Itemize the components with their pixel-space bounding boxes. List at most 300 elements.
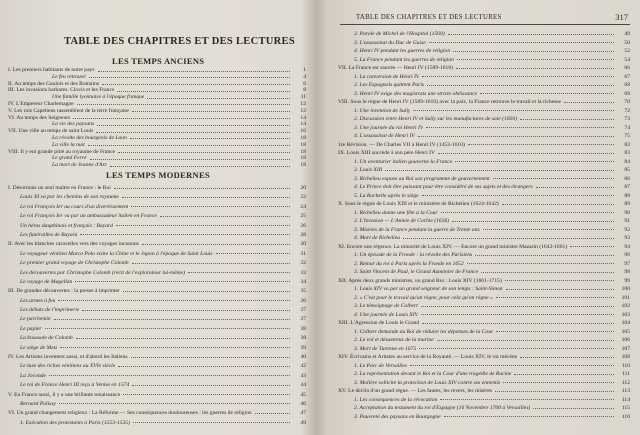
toc-entry-page: 42 (300, 363, 306, 370)
toc-sub-entry (326, 260, 636, 269)
dot-leader (503, 379, 614, 384)
toc-entry-page: 18 (300, 141, 306, 148)
dot-leader (110, 162, 290, 167)
toc-sub-entry (326, 336, 636, 345)
dot-leader (131, 353, 290, 358)
dot-leader (76, 334, 290, 339)
toc-entry-title: 1. Un épisode de la Fronde : la révolte des Parisiens (354, 252, 473, 258)
dot-leader (452, 217, 614, 222)
toc-chapter-entry (4, 287, 312, 296)
toc-entry-page: 67 (624, 73, 630, 80)
dot-leader (453, 47, 614, 52)
toc-entry-title: 3. Mort de Turenne en 1675 (354, 345, 417, 352)
dot-leader (413, 107, 614, 112)
header-rule (340, 24, 630, 25)
toc-entry-page: 96 (624, 252, 630, 258)
dot-leader (502, 200, 614, 205)
toc-entry-page: 35 (300, 288, 306, 295)
toc-entry-page: 100 (621, 286, 630, 292)
dot-leader (73, 115, 290, 120)
toc-entry-title: III. Les invasions barbares. Clovis et les Francs (8, 87, 115, 94)
toc-entry-title: La boussole de Colomb (20, 335, 73, 342)
toc-sub-entry (326, 47, 636, 56)
toc-sub-entry (4, 94, 312, 101)
toc-entry-title: Les découvertes par Christophe Colomb (récit de l'explorateur lui-même) (20, 269, 185, 276)
dot-leader (429, 39, 614, 44)
toc-chapter-entry (326, 200, 636, 209)
dot-leader (421, 311, 614, 316)
toc-sub-entry (326, 115, 636, 124)
toc-sub-entry (326, 311, 636, 320)
dot-leader (520, 115, 614, 120)
toc-entry-title: 3. Henri IV exige des magistrats une stricte obéissance (354, 90, 478, 97)
toc-chapter-entry (4, 101, 312, 108)
toc-entry-page: 115 (621, 405, 630, 411)
toc-entry-page: 18 (300, 134, 306, 141)
toc-entry-title: 4. L'assassinat de Henri IV (354, 133, 415, 139)
toc-entry-page: 18 (300, 162, 306, 169)
dot-leader (496, 294, 614, 299)
toc-entry-title: VII. La France est sauvée — Henri IV (1589-1610) (338, 65, 453, 71)
toc-sub-entry (326, 183, 636, 192)
toc-entry-title: 1. Un aventurier italien gouverne la France (354, 158, 453, 165)
dot-leader (49, 372, 290, 377)
toc-chapter-entry (4, 149, 312, 156)
toc-chapter-entry (4, 67, 312, 74)
toc-sub-entry (4, 193, 312, 202)
toc-entry-page: 25 (300, 213, 306, 220)
toc-entry-title: 4. Henri IV pendant les guerres de religion (354, 48, 451, 54)
toc-chapter-entry (326, 353, 636, 362)
toc-entry-title: 2. Retour du roi à Paris après la Fronde en 1652 (354, 260, 464, 267)
toc-entry-title: I. Les premiers habitants de notre pays (8, 67, 95, 73)
toc-entry-title: XIII. L'Agression de Louis le Grand (338, 320, 420, 326)
toc-sub-entry (4, 297, 312, 306)
dot-leader (255, 409, 290, 414)
toc-entry-title: La Joconde (20, 372, 46, 379)
toc-sub-entry (4, 250, 312, 259)
toc-sub-entry (4, 344, 312, 353)
toc-entry-title: VIII. Sous le règne de Henri IV (1589-1610) avec la paix, la France retrouve le travail et la richesse (338, 99, 561, 105)
toc-entry-page: 34 (300, 278, 306, 285)
toc-entry-title: 1. Le Parc de Versailles (354, 362, 408, 369)
toc-entry-title: 1re Révision. — De Charles VII à Henri IV (1453-1610) (338, 141, 465, 148)
toc-entry-title: Le roi François Ier au cours d'un divertissement (20, 203, 129, 210)
toc-sub-entry (326, 328, 636, 337)
toc-entry-page: 89 (624, 201, 630, 207)
dot-leader (448, 30, 614, 35)
left-page (4, 0, 312, 435)
toc-sub-entry (4, 419, 312, 428)
toc-chapter-entry (326, 98, 636, 107)
toc-entry-title: La mort de Jeanne d'Arc (52, 162, 108, 169)
toc-entry-title: Le luxe des riches vénitiens au XVIe siècle (20, 363, 116, 370)
dot-leader (188, 269, 290, 274)
toc-sub-entry (326, 396, 636, 405)
toc-sub-entry (326, 56, 636, 65)
dot-leader (116, 222, 290, 227)
toc-entry-page: 105 (621, 328, 630, 335)
toc-entry-page: 73 (624, 116, 630, 122)
toc-sub-entry (326, 217, 636, 226)
toc-sub-entry (326, 73, 636, 82)
toc-right (326, 30, 636, 421)
toc-entry-page: 20 (300, 185, 306, 191)
dot-leader (444, 413, 614, 418)
toc-entry-page: 28 (300, 231, 306, 238)
toc-entry-page: 87 (624, 184, 630, 190)
toc-entry-title: II. Avec les blanches caravelles vers des voyages inconnus (8, 241, 139, 248)
dot-leader (506, 285, 614, 290)
toc-entry-page: 54 (624, 56, 630, 63)
toc-chapter-entry (326, 149, 636, 158)
toc-entry-title: Les funérailles de Bayard (20, 231, 78, 238)
toc-entry-page: 33 (300, 269, 306, 276)
dot-leader (58, 297, 290, 302)
dot-leader (496, 328, 614, 333)
dot-leader (54, 315, 290, 320)
page-title: TABLE DES CHAPITRES ET DES LECTURES (64, 36, 295, 47)
dot-leader (90, 155, 290, 160)
toc-entry-page: 6 (303, 80, 306, 87)
toc-sub-entry (4, 372, 312, 381)
dot-leader (82, 306, 290, 311)
toc-chapter-entry (4, 128, 312, 135)
toc-entry-title: 2. L'Invasion — L'Année de Corbie (1636) (354, 218, 450, 224)
toc-entry-page: 97 (624, 260, 630, 267)
toc-entry-title: Les débuts de l'imprimerie (20, 307, 80, 314)
toc-sub-entry (4, 135, 312, 142)
toc-entry-page: 37 (300, 316, 306, 323)
toc-entry-title: Une famille lyonnaise à l'époque franque (52, 94, 145, 101)
toc-sub-entry (4, 74, 312, 81)
toc-sub-entry (4, 162, 312, 169)
toc-entry-title: Louis XI va par les chemins de son royaume (20, 194, 119, 201)
toc-entry-page: 98 (624, 269, 630, 275)
toc-entry-page: 12 (300, 107, 306, 114)
toc-entry-title: La ville la nuit (52, 141, 85, 148)
toc-sub-entry (326, 124, 636, 133)
toc-entry-title: Le feu retrouvé (52, 73, 86, 80)
toc-chapter-entry (4, 184, 312, 193)
dot-leader (102, 81, 290, 86)
dot-leader (118, 149, 290, 154)
dot-leader (122, 193, 290, 198)
toc-entry-title: La vie des paysans (52, 121, 95, 128)
running-header: TABLE DES CHAPITRES ET DES LECTURES (356, 14, 502, 21)
toc-sub-entry (326, 370, 636, 379)
toc-sub-entry (326, 413, 636, 422)
dot-leader (427, 81, 614, 86)
toc-entry-title: 3. Molière sollicite la protection de Louis XIV contre ses ennemis (354, 379, 501, 386)
dot-leader (88, 142, 290, 147)
toc-chapter-entry (4, 115, 312, 122)
toc-entry-title: 3. L'assassinat du Duc de Guise (354, 39, 426, 46)
toc-entry-page: 82 (624, 141, 630, 148)
toc-sub-entry (4, 315, 312, 324)
toc-sub-entry (4, 142, 312, 149)
toc-entry-title: X. Sous le règne de Louis XIII et le ministère de Richelieu (1624-1642) (338, 201, 499, 207)
dot-leader (60, 344, 290, 349)
dot-leader (419, 345, 614, 350)
dot-leader (117, 87, 290, 92)
toc-entry-title: 5. La France pendant les guerres de religion (354, 56, 454, 63)
toc-entry-page: 39 (300, 344, 306, 351)
toc-chapter-entry (326, 243, 636, 252)
toc-entry-page: 24 (300, 203, 306, 210)
toc-sub-entry (326, 362, 636, 371)
toc-entry-page: 8 (303, 87, 306, 94)
toc-entry-page: 84 (624, 158, 630, 165)
toc-entry-title: Le voyage de Magellan (20, 278, 73, 285)
toc-entry-page: 14 (300, 114, 306, 121)
dot-leader (131, 203, 290, 208)
toc-entry-page: 49 (300, 419, 306, 426)
dot-leader (570, 243, 614, 248)
toc-sub-entry (326, 379, 636, 388)
dot-leader (123, 287, 290, 292)
toc-entry-title: 1. Richelieu donne une fête à la Cour (354, 209, 438, 216)
dot-leader (475, 251, 614, 256)
toc-chapter-entry (4, 87, 312, 94)
toc-entry-page: 111 (622, 371, 630, 377)
section-title-temps-modernes: LES TEMPS MODERNES (106, 170, 210, 180)
toc-chapter-entry (4, 409, 312, 418)
toc-entry-title: 2. Le vol et désastreux de la marine (354, 337, 434, 343)
toc-entry-page: 47 (300, 410, 306, 417)
toc-sub-entry (326, 209, 636, 218)
toc-sub-entry (4, 212, 312, 221)
toc-entry-page: 93 (624, 235, 630, 241)
toc-sub-entry (4, 155, 312, 162)
toc-entry-page: 110 (621, 362, 630, 369)
toc-sub-entry (326, 192, 636, 201)
toc-entry-page: 52 (624, 48, 630, 54)
toc-entry-page: 72 (624, 107, 630, 114)
dot-leader (59, 400, 290, 405)
toc-entry-title: III. De grandes découvertes : la presse à imprimer (8, 288, 120, 295)
toc-sub-entry (4, 259, 312, 268)
section-title-temps-anciens: LES TEMPS ANCIENS (112, 56, 205, 66)
dot-leader (536, 183, 614, 188)
toc-chapter-entry (326, 319, 636, 328)
toc-entry-page: 91 (624, 218, 630, 224)
dot-leader (98, 67, 290, 72)
toc-entry-title: IV. L'Empereur Charlemagne (8, 100, 74, 107)
toc-sub-entry (326, 226, 636, 235)
dot-leader (132, 259, 290, 264)
toc-entry-page: 45 (300, 391, 306, 398)
dot-leader (123, 391, 290, 396)
toc-entry-title: 1. Colbert demande au Roi de réduire les dépenses de la Cour (354, 328, 494, 335)
toc-entry-page: 88 (624, 192, 630, 199)
toc-entry-page: 92 (624, 226, 630, 233)
dot-leader (118, 362, 290, 367)
dot-leader (533, 404, 614, 409)
toc-entry-page: 103 (621, 311, 630, 318)
toc-entry-title: Un héros dauphinois et français : Bayard (20, 222, 113, 229)
toc-sub-entry (4, 381, 312, 390)
dot-leader (422, 319, 614, 324)
toc-entry-title: 2. Discussion entre Henri IV et Sully sur les manufactures de soie (1603) (354, 116, 518, 122)
dot-leader (403, 234, 614, 239)
toc-chapter-entry (4, 81, 312, 88)
toc-entry-page: 99 (624, 277, 630, 284)
dot-leader (483, 226, 614, 231)
toc-entry-page: 14 (300, 121, 306, 128)
toc-entry-title: Le roi de France Henri III reçu à Venise en 1574 (20, 382, 130, 389)
toc-entry-title: La révolte des bourgeois de Laon (52, 134, 127, 141)
toc-sub-entry (326, 107, 636, 116)
toc-chapter-entry (4, 108, 312, 115)
toc-entry-page: 37 (300, 307, 306, 314)
dot-leader (132, 381, 290, 386)
dot-leader (422, 192, 614, 197)
dot-leader (480, 90, 614, 95)
dot-leader (456, 64, 614, 69)
toc-entry-page: 26 (300, 222, 306, 229)
dot-leader (441, 209, 614, 214)
toc-sub-entry (4, 203, 312, 212)
toc-chapter-entry (4, 240, 312, 249)
toc-entry-title: I. Désormais un seul maître en France : le Roi (8, 185, 111, 191)
toc-entry-page: 116 (621, 413, 630, 420)
toc-sub-entry (326, 285, 636, 294)
toc-entry-title: VIII. Il y eut grande pitié au royaume de France (8, 148, 116, 155)
toc-entry-page: 75 (624, 133, 630, 139)
dot-leader (97, 121, 290, 126)
toc-sub-entry (326, 251, 636, 260)
dot-leader (421, 302, 614, 307)
toc-sub-entry (4, 269, 312, 278)
toc-entry-page: 69 (624, 90, 630, 97)
toc-entry-title: 2. Louis XIII (354, 167, 383, 173)
toc-entry-title: VII. Une ville au temps de saint Louis (8, 128, 94, 135)
toc-entry-page: 83 (624, 150, 630, 156)
toc-sub-entry (4, 334, 312, 343)
toc-entry-title: V. Les rois Capétiens rassemblent de la terre française (8, 107, 129, 114)
dot-leader (495, 387, 614, 392)
toc-entry-page: 74 (624, 124, 630, 131)
toc-entry-title: 2. La représentation devant le Roi et la Cour d'une tragédie de Racine (354, 371, 512, 377)
dot-leader (438, 149, 614, 154)
toc-entry-page: 22 (300, 194, 306, 201)
toc-entry-page: 16 (300, 128, 306, 135)
dot-leader (418, 132, 614, 137)
toc-entry-page: 12 (300, 100, 306, 107)
dot-leader (426, 124, 614, 129)
toc-entry-page: 90 (624, 209, 630, 216)
dot-leader (520, 353, 614, 358)
toc-entry-title: XIV. Écrivains et Artistes au service de la Royauté. — Louis XIV, le roi mécène (338, 354, 518, 360)
toc-entry-title: Le voyageur vénitien Marco Polo visite la Chine et le Japon à l'époque de Saint Louis (20, 250, 213, 257)
toc-sub-entry (326, 294, 636, 303)
toc-entry-title: Le papier (20, 325, 42, 332)
toc-entry-title: 1. Louis XIV va par un grand seigneur de son temps : Saint-Simon (354, 286, 503, 292)
toc-entry-page: 86 (624, 175, 630, 182)
toc-entry-page: 49 (624, 31, 630, 37)
toc-entry-page: 31 (300, 250, 306, 257)
toc-entry-title: XI. Encore une régence. La minorité de Louis XIV. — Encore un grand ministre Mazarin (1643-1661) (338, 243, 568, 250)
toc-entry-title: 4. Mort de Richelieu (354, 235, 400, 241)
dot-leader (130, 135, 290, 140)
toc-entry-title: 3. Richelieu expose au Roi son programme de gouvernement (354, 175, 490, 182)
toc-entry-page: 1 (303, 67, 306, 73)
dot-leader (147, 94, 290, 99)
dot-leader (80, 231, 290, 236)
toc-sub-entry (4, 222, 312, 231)
dot-leader (468, 141, 614, 146)
toc-entry-title: 2. Parole de Michel de l'Hospital (1560) (354, 31, 445, 37)
dot-leader (45, 325, 290, 330)
toc-entry-page: 102 (621, 303, 630, 309)
toc-entry-page: 4 (303, 73, 306, 80)
toc-entry-page: 106 (621, 337, 630, 343)
dot-leader (114, 184, 290, 189)
toc-sub-entry (326, 175, 636, 184)
toc-entry-title: II. Au temps des Gaulois et des Romains (8, 80, 100, 87)
dot-leader (422, 73, 614, 78)
toc-entry-title: 5. La Rochelle après le siège (354, 192, 419, 199)
toc-entry-title: Le premier grand voyage de Christophe Colomb (20, 260, 129, 267)
toc-entry-page: 11 (300, 94, 306, 101)
toc-chapter-entry (4, 353, 312, 362)
toc-sub-entry (326, 132, 636, 141)
toc-entry-title: 3. Pauvreté des paysans en Bourgogne (354, 413, 441, 420)
toc-entry-page: 46 (300, 400, 306, 407)
toc-entry-page: 40 (300, 354, 306, 361)
toc-entry-title: 3. Misères de la France pendant la guerre de Trente ans (354, 226, 480, 233)
toc-chapter-entry (4, 391, 312, 400)
toc-entry-title: V. En France aussi, il y a une brillante renaissance (8, 391, 121, 398)
toc-entry-title: Le roi François Ier vu par un ambassadeur italien en France (20, 213, 157, 220)
toc-entry-title: XV. Le déclin d'un grand règne. — Les fautes, les revers, les misères (338, 388, 493, 394)
toc-sub-entry (4, 362, 312, 371)
toc-sub-entry (326, 158, 636, 167)
toc-sub-entry (326, 166, 636, 175)
dot-leader (133, 419, 290, 424)
toc-entry-title: 3. Une journée du roi Henri IV (354, 124, 424, 131)
toc-entry-title: VI. Au temps des Seigneurs (8, 114, 71, 121)
toc-entry-page: 68 (624, 82, 630, 88)
toc-entry-title: 2. « C'est pour le travail qu'un règne, pour cela qu'on règne » (354, 294, 493, 301)
toc-entry-title: Le siège de Metz (20, 344, 58, 351)
dot-leader (467, 260, 614, 265)
toc-entry-title: Bernard Palissy (20, 400, 56, 407)
toc-entry-title: Le parchemin (20, 316, 51, 323)
toc-chapter-entry (326, 64, 636, 73)
toc-entry-title: 3. Saint Vincent de Paul, le Grand Aumônier de France (354, 269, 479, 275)
toc-entry-page: 85 (624, 167, 630, 173)
dot-leader (440, 396, 614, 401)
page-number: 317 (615, 12, 628, 22)
dot-leader (455, 158, 614, 163)
toc-entry-title: 2. Acceptation du testament du roi d'Espagne (16 Novembre 1700 à Versailles) (354, 405, 531, 411)
toc-entry-page: 107 (621, 345, 630, 352)
toc-sub-entry (4, 121, 312, 128)
toc-entry-title: 1. Une invention de Sully (354, 107, 411, 114)
toc-entry-title: 1. Exécution des protestants à Paris (1553-1535) (20, 419, 130, 426)
toc-temps-anciens (4, 67, 312, 169)
toc-sub-entry (326, 234, 636, 243)
dot-leader (493, 175, 614, 180)
toc-entry-page: 38 (300, 335, 306, 342)
toc-entry-title: Le grand Ferré (52, 155, 87, 162)
toc-entry-page: 38 (300, 325, 306, 332)
dot-leader (437, 336, 614, 341)
dot-leader (216, 250, 290, 255)
toc-sub-entry (4, 231, 312, 240)
